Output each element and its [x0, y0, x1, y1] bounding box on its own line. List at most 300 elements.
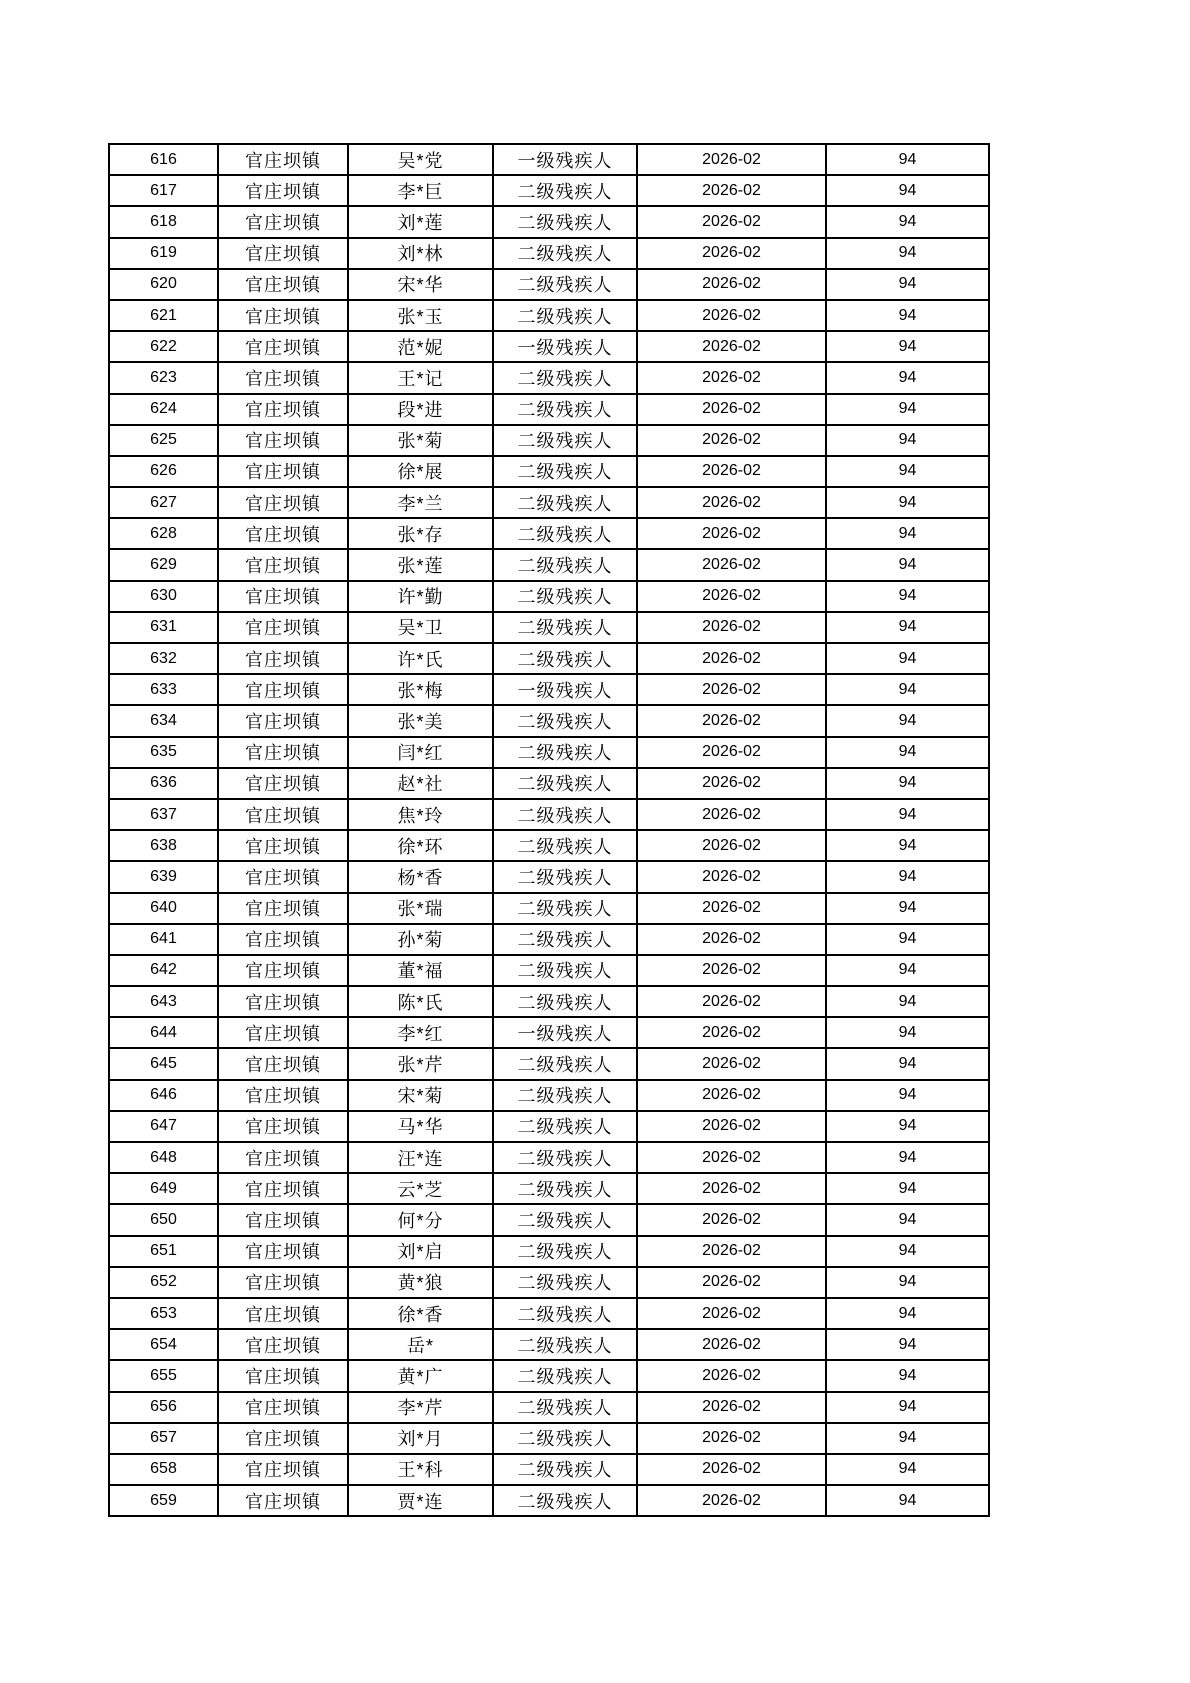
table-row [109, 737, 989, 768]
table-row [109, 456, 989, 487]
cell-month: 2026-02 [637, 1298, 826, 1329]
cell-disability-level: 一级残疾人 [493, 331, 637, 362]
cell-town: 官庄坝镇 [218, 612, 348, 643]
table-row [109, 206, 989, 237]
table-row [109, 425, 989, 456]
cell-disability-level: 二级残疾人 [493, 1267, 637, 1298]
table-row [109, 581, 989, 612]
cell-amount: 94 [826, 1423, 989, 1454]
cell-amount: 94 [826, 549, 989, 580]
cell-name: 董*福 [348, 955, 493, 986]
cell-row-number: 626 [109, 456, 218, 487]
table-row [109, 1298, 989, 1329]
cell-row-number: 652 [109, 1267, 218, 1298]
cell-row-number: 639 [109, 861, 218, 892]
table-row [109, 861, 989, 892]
cell-row-number: 655 [109, 1360, 218, 1391]
cell-name: 许*勤 [348, 581, 493, 612]
cell-month: 2026-02 [637, 425, 826, 456]
table-row [109, 1267, 989, 1298]
table-row [109, 799, 989, 830]
cell-month: 2026-02 [637, 893, 826, 924]
cell-amount: 94 [826, 674, 989, 705]
table-row [109, 1048, 989, 1079]
cell-amount: 94 [826, 955, 989, 986]
table-row [109, 1204, 989, 1235]
cell-town: 官庄坝镇 [218, 238, 348, 269]
table-row [109, 175, 989, 206]
cell-name: 吴*党 [348, 144, 493, 175]
cell-name: 徐*香 [348, 1298, 493, 1329]
cell-month: 2026-02 [637, 924, 826, 955]
cell-month: 2026-02 [637, 362, 826, 393]
cell-town: 官庄坝镇 [218, 549, 348, 580]
cell-town: 官庄坝镇 [218, 1392, 348, 1423]
cell-name: 汪*连 [348, 1142, 493, 1173]
cell-disability-level: 二级残疾人 [493, 300, 637, 331]
cell-name: 王*记 [348, 362, 493, 393]
cell-row-number: 623 [109, 362, 218, 393]
cell-disability-level: 二级残疾人 [493, 1392, 637, 1423]
cell-month: 2026-02 [637, 1142, 826, 1173]
cell-name: 张*美 [348, 705, 493, 736]
cell-month: 2026-02 [637, 549, 826, 580]
table-row [109, 362, 989, 393]
cell-month: 2026-02 [637, 1048, 826, 1079]
cell-month: 2026-02 [637, 1392, 826, 1423]
cell-month: 2026-02 [637, 144, 826, 175]
cell-amount: 94 [826, 830, 989, 861]
cell-row-number: 659 [109, 1485, 218, 1516]
cell-name: 宋*华 [348, 269, 493, 300]
cell-disability-level: 二级残疾人 [493, 1423, 637, 1454]
cell-disability-level: 二级残疾人 [493, 1454, 637, 1485]
cell-row-number: 632 [109, 643, 218, 674]
cell-row-number: 658 [109, 1454, 218, 1485]
cell-amount: 94 [826, 362, 989, 393]
table-row [109, 1173, 989, 1204]
cell-amount: 94 [826, 643, 989, 674]
cell-month: 2026-02 [637, 300, 826, 331]
table-row [109, 768, 989, 799]
cell-amount: 94 [826, 331, 989, 362]
cell-amount: 94 [826, 1267, 989, 1298]
cell-town: 官庄坝镇 [218, 1017, 348, 1048]
cell-amount: 94 [826, 986, 989, 1017]
cell-disability-level: 一级残疾人 [493, 144, 637, 175]
cell-row-number: 636 [109, 768, 218, 799]
cell-disability-level: 一级残疾人 [493, 1017, 637, 1048]
table-row [109, 1423, 989, 1454]
cell-row-number: 634 [109, 705, 218, 736]
cell-amount: 94 [826, 1236, 989, 1267]
cell-town: 官庄坝镇 [218, 1048, 348, 1079]
cell-row-number: 646 [109, 1080, 218, 1111]
table-row [109, 1236, 989, 1267]
cell-town: 官庄坝镇 [218, 331, 348, 362]
cell-name: 李*兰 [348, 487, 493, 518]
cell-month: 2026-02 [637, 1329, 826, 1360]
cell-disability-level: 二级残疾人 [493, 269, 637, 300]
cell-name: 杨*香 [348, 861, 493, 892]
cell-amount: 94 [826, 1204, 989, 1235]
cell-town: 官庄坝镇 [218, 1080, 348, 1111]
cell-row-number: 654 [109, 1329, 218, 1360]
cell-row-number: 637 [109, 799, 218, 830]
cell-month: 2026-02 [637, 206, 826, 237]
benefit-roster-table-body [109, 144, 989, 1516]
cell-amount: 94 [826, 238, 989, 269]
cell-amount: 94 [826, 1454, 989, 1485]
cell-disability-level: 二级残疾人 [493, 1111, 637, 1142]
cell-amount: 94 [826, 394, 989, 425]
cell-amount: 94 [826, 1048, 989, 1079]
cell-name: 李*红 [348, 1017, 493, 1048]
cell-row-number: 631 [109, 612, 218, 643]
cell-disability-level: 二级残疾人 [493, 1485, 637, 1516]
cell-disability-level: 二级残疾人 [493, 955, 637, 986]
cell-disability-level: 二级残疾人 [493, 581, 637, 612]
cell-town: 官庄坝镇 [218, 705, 348, 736]
cell-disability-level: 二级残疾人 [493, 238, 637, 269]
cell-disability-level: 二级残疾人 [493, 986, 637, 1017]
cell-month: 2026-02 [637, 861, 826, 892]
table-row [109, 1329, 989, 1360]
cell-disability-level: 二级残疾人 [493, 1236, 637, 1267]
cell-month: 2026-02 [637, 175, 826, 206]
cell-amount: 94 [826, 144, 989, 175]
cell-name: 马*华 [348, 1111, 493, 1142]
cell-row-number: 653 [109, 1298, 218, 1329]
cell-row-number: 641 [109, 924, 218, 955]
cell-name: 张*玉 [348, 300, 493, 331]
cell-amount: 94 [826, 1392, 989, 1423]
cell-disability-level: 二级残疾人 [493, 612, 637, 643]
cell-name: 张*瑞 [348, 893, 493, 924]
cell-row-number: 638 [109, 830, 218, 861]
table-row [109, 893, 989, 924]
cell-row-number: 618 [109, 206, 218, 237]
cell-town: 官庄坝镇 [218, 425, 348, 456]
cell-disability-level: 二级残疾人 [493, 737, 637, 768]
cell-row-number: 647 [109, 1111, 218, 1142]
cell-row-number: 649 [109, 1173, 218, 1204]
cell-town: 官庄坝镇 [218, 487, 348, 518]
cell-town: 官庄坝镇 [218, 893, 348, 924]
cell-month: 2026-02 [637, 269, 826, 300]
table-row [109, 1017, 989, 1048]
cell-row-number: 617 [109, 175, 218, 206]
cell-name: 刘*莲 [348, 206, 493, 237]
cell-amount: 94 [826, 1111, 989, 1142]
cell-row-number: 620 [109, 269, 218, 300]
cell-amount: 94 [826, 924, 989, 955]
cell-amount: 94 [826, 300, 989, 331]
cell-month: 2026-02 [637, 1017, 826, 1048]
cell-row-number: 628 [109, 518, 218, 549]
cell-amount: 94 [826, 1142, 989, 1173]
cell-disability-level: 二级残疾人 [493, 518, 637, 549]
table-row [109, 300, 989, 331]
cell-amount: 94 [826, 1485, 989, 1516]
cell-name: 黄*狼 [348, 1267, 493, 1298]
table-row [109, 705, 989, 736]
cell-amount: 94 [826, 1329, 989, 1360]
cell-name: 云*芝 [348, 1173, 493, 1204]
table-row [109, 955, 989, 986]
cell-town: 官庄坝镇 [218, 1298, 348, 1329]
cell-name: 张*梅 [348, 674, 493, 705]
cell-town: 官庄坝镇 [218, 1142, 348, 1173]
cell-disability-level: 二级残疾人 [493, 1360, 637, 1391]
cell-month: 2026-02 [637, 1173, 826, 1204]
cell-month: 2026-02 [637, 643, 826, 674]
cell-row-number: 657 [109, 1423, 218, 1454]
table-row [109, 643, 989, 674]
cell-row-number: 625 [109, 425, 218, 456]
cell-month: 2026-02 [637, 737, 826, 768]
cell-name: 赵*社 [348, 768, 493, 799]
cell-name: 吴*卫 [348, 612, 493, 643]
cell-month: 2026-02 [637, 955, 826, 986]
cell-town: 官庄坝镇 [218, 362, 348, 393]
cell-amount: 94 [826, 425, 989, 456]
table-row [109, 1392, 989, 1423]
table-row [109, 238, 989, 269]
table-row [109, 549, 989, 580]
cell-month: 2026-02 [637, 456, 826, 487]
cell-month: 2026-02 [637, 674, 826, 705]
cell-disability-level: 二级残疾人 [493, 1080, 637, 1111]
cell-amount: 94 [826, 456, 989, 487]
cell-disability-level: 二级残疾人 [493, 1329, 637, 1360]
table-row [109, 1360, 989, 1391]
table-row [109, 1454, 989, 1485]
cell-town: 官庄坝镇 [218, 1236, 348, 1267]
cell-amount: 94 [826, 581, 989, 612]
cell-month: 2026-02 [637, 986, 826, 1017]
cell-town: 官庄坝镇 [218, 1454, 348, 1485]
cell-disability-level: 二级残疾人 [493, 456, 637, 487]
cell-row-number: 621 [109, 300, 218, 331]
cell-town: 官庄坝镇 [218, 1173, 348, 1204]
cell-month: 2026-02 [637, 331, 826, 362]
cell-row-number: 624 [109, 394, 218, 425]
cell-town: 官庄坝镇 [218, 674, 348, 705]
cell-town: 官庄坝镇 [218, 394, 348, 425]
cell-month: 2026-02 [637, 768, 826, 799]
cell-row-number: 642 [109, 955, 218, 986]
cell-town: 官庄坝镇 [218, 799, 348, 830]
cell-month: 2026-02 [637, 1360, 826, 1391]
table-row [109, 924, 989, 955]
cell-name: 孙*菊 [348, 924, 493, 955]
cell-row-number: 651 [109, 1236, 218, 1267]
cell-town: 官庄坝镇 [218, 175, 348, 206]
cell-disability-level: 二级残疾人 [493, 893, 637, 924]
cell-amount: 94 [826, 1173, 989, 1204]
table-row [109, 986, 989, 1017]
cell-name: 范*妮 [348, 331, 493, 362]
cell-name: 许*氏 [348, 643, 493, 674]
cell-town: 官庄坝镇 [218, 206, 348, 237]
cell-name: 刘*启 [348, 1236, 493, 1267]
cell-row-number: 629 [109, 549, 218, 580]
cell-disability-level: 二级残疾人 [493, 362, 637, 393]
cell-disability-level: 二级残疾人 [493, 830, 637, 861]
cell-row-number: 650 [109, 1204, 218, 1235]
table-row [109, 487, 989, 518]
cell-town: 官庄坝镇 [218, 581, 348, 612]
cell-amount: 94 [826, 705, 989, 736]
cell-town: 官庄坝镇 [218, 955, 348, 986]
cell-town: 官庄坝镇 [218, 518, 348, 549]
cell-row-number: 640 [109, 893, 218, 924]
cell-name: 黄*广 [348, 1360, 493, 1391]
cell-disability-level: 二级残疾人 [493, 206, 637, 237]
cell-row-number: 635 [109, 737, 218, 768]
cell-name: 刘*林 [348, 238, 493, 269]
cell-disability-level: 二级残疾人 [493, 768, 637, 799]
cell-name: 张*菊 [348, 425, 493, 456]
cell-month: 2026-02 [637, 830, 826, 861]
cell-month: 2026-02 [637, 705, 826, 736]
cell-name: 张*存 [348, 518, 493, 549]
cell-month: 2026-02 [637, 1423, 826, 1454]
cell-town: 官庄坝镇 [218, 300, 348, 331]
cell-name: 宋*菊 [348, 1080, 493, 1111]
cell-amount: 94 [826, 1017, 989, 1048]
cell-amount: 94 [826, 1080, 989, 1111]
cell-amount: 94 [826, 175, 989, 206]
cell-month: 2026-02 [637, 1236, 826, 1267]
cell-month: 2026-02 [637, 394, 826, 425]
cell-town: 官庄坝镇 [218, 269, 348, 300]
cell-name: 王*科 [348, 1454, 493, 1485]
cell-disability-level: 二级残疾人 [493, 924, 637, 955]
table-row [109, 612, 989, 643]
cell-amount: 94 [826, 487, 989, 518]
cell-disability-level: 一级残疾人 [493, 674, 637, 705]
cell-name: 李*芹 [348, 1392, 493, 1423]
cell-disability-level: 二级残疾人 [493, 861, 637, 892]
cell-month: 2026-02 [637, 487, 826, 518]
cell-disability-level: 二级残疾人 [493, 1048, 637, 1079]
cell-name: 张*芹 [348, 1048, 493, 1079]
cell-town: 官庄坝镇 [218, 861, 348, 892]
cell-amount: 94 [826, 799, 989, 830]
cell-name: 张*莲 [348, 549, 493, 580]
table-row [109, 674, 989, 705]
table-row [109, 1485, 989, 1516]
cell-town: 官庄坝镇 [218, 1423, 348, 1454]
cell-amount: 94 [826, 1298, 989, 1329]
cell-disability-level: 二级残疾人 [493, 799, 637, 830]
cell-month: 2026-02 [637, 1080, 826, 1111]
cell-row-number: 645 [109, 1048, 218, 1079]
cell-name: 何*分 [348, 1204, 493, 1235]
table-row [109, 1142, 989, 1173]
cell-amount: 94 [826, 893, 989, 924]
cell-month: 2026-02 [637, 612, 826, 643]
cell-town: 官庄坝镇 [218, 144, 348, 175]
cell-name: 李*巨 [348, 175, 493, 206]
cell-disability-level: 二级残疾人 [493, 1298, 637, 1329]
cell-town: 官庄坝镇 [218, 768, 348, 799]
cell-town: 官庄坝镇 [218, 1267, 348, 1298]
table-row [109, 1111, 989, 1142]
cell-disability-level: 二级残疾人 [493, 394, 637, 425]
benefit-roster-table [108, 143, 990, 1517]
cell-amount: 94 [826, 737, 989, 768]
cell-town: 官庄坝镇 [218, 737, 348, 768]
cell-town: 官庄坝镇 [218, 643, 348, 674]
cell-town: 官庄坝镇 [218, 1204, 348, 1235]
cell-amount: 94 [826, 612, 989, 643]
cell-disability-level: 二级残疾人 [493, 1204, 637, 1235]
cell-town: 官庄坝镇 [218, 924, 348, 955]
cell-name: 刘*月 [348, 1423, 493, 1454]
cell-town: 官庄坝镇 [218, 1111, 348, 1142]
cell-town: 官庄坝镇 [218, 1329, 348, 1360]
cell-town: 官庄坝镇 [218, 830, 348, 861]
cell-amount: 94 [826, 206, 989, 237]
cell-row-number: 619 [109, 238, 218, 269]
cell-row-number: 656 [109, 1392, 218, 1423]
cell-disability-level: 二级残疾人 [493, 705, 637, 736]
cell-amount: 94 [826, 1360, 989, 1391]
cell-town: 官庄坝镇 [218, 986, 348, 1017]
cell-disability-level: 二级残疾人 [493, 175, 637, 206]
cell-month: 2026-02 [637, 518, 826, 549]
cell-name: 徐*展 [348, 456, 493, 487]
cell-row-number: 648 [109, 1142, 218, 1173]
cell-amount: 94 [826, 861, 989, 892]
cell-disability-level: 二级残疾人 [493, 487, 637, 518]
cell-row-number: 622 [109, 331, 218, 362]
table-row [109, 331, 989, 362]
cell-disability-level: 二级残疾人 [493, 1142, 637, 1173]
cell-name: 岳* [348, 1329, 493, 1360]
cell-row-number: 630 [109, 581, 218, 612]
cell-month: 2026-02 [637, 1454, 826, 1485]
cell-month: 2026-02 [637, 1204, 826, 1235]
cell-disability-level: 二级残疾人 [493, 643, 637, 674]
cell-name: 闫*红 [348, 737, 493, 768]
cell-month: 2026-02 [637, 238, 826, 269]
table-row [109, 518, 989, 549]
cell-name: 段*进 [348, 394, 493, 425]
cell-name: 陈*氏 [348, 986, 493, 1017]
cell-amount: 94 [826, 269, 989, 300]
cell-month: 2026-02 [637, 581, 826, 612]
cell-disability-level: 二级残疾人 [493, 1173, 637, 1204]
cell-disability-level: 二级残疾人 [493, 425, 637, 456]
cell-name: 焦*玲 [348, 799, 493, 830]
cell-row-number: 644 [109, 1017, 218, 1048]
table-row [109, 269, 989, 300]
cell-town: 官庄坝镇 [218, 1485, 348, 1516]
cell-row-number: 633 [109, 674, 218, 705]
cell-row-number: 616 [109, 144, 218, 175]
cell-month: 2026-02 [637, 1485, 826, 1516]
table-row [109, 830, 989, 861]
cell-row-number: 643 [109, 986, 218, 1017]
cell-town: 官庄坝镇 [218, 1360, 348, 1391]
cell-row-number: 627 [109, 487, 218, 518]
cell-amount: 94 [826, 768, 989, 799]
cell-disability-level: 二级残疾人 [493, 549, 637, 580]
